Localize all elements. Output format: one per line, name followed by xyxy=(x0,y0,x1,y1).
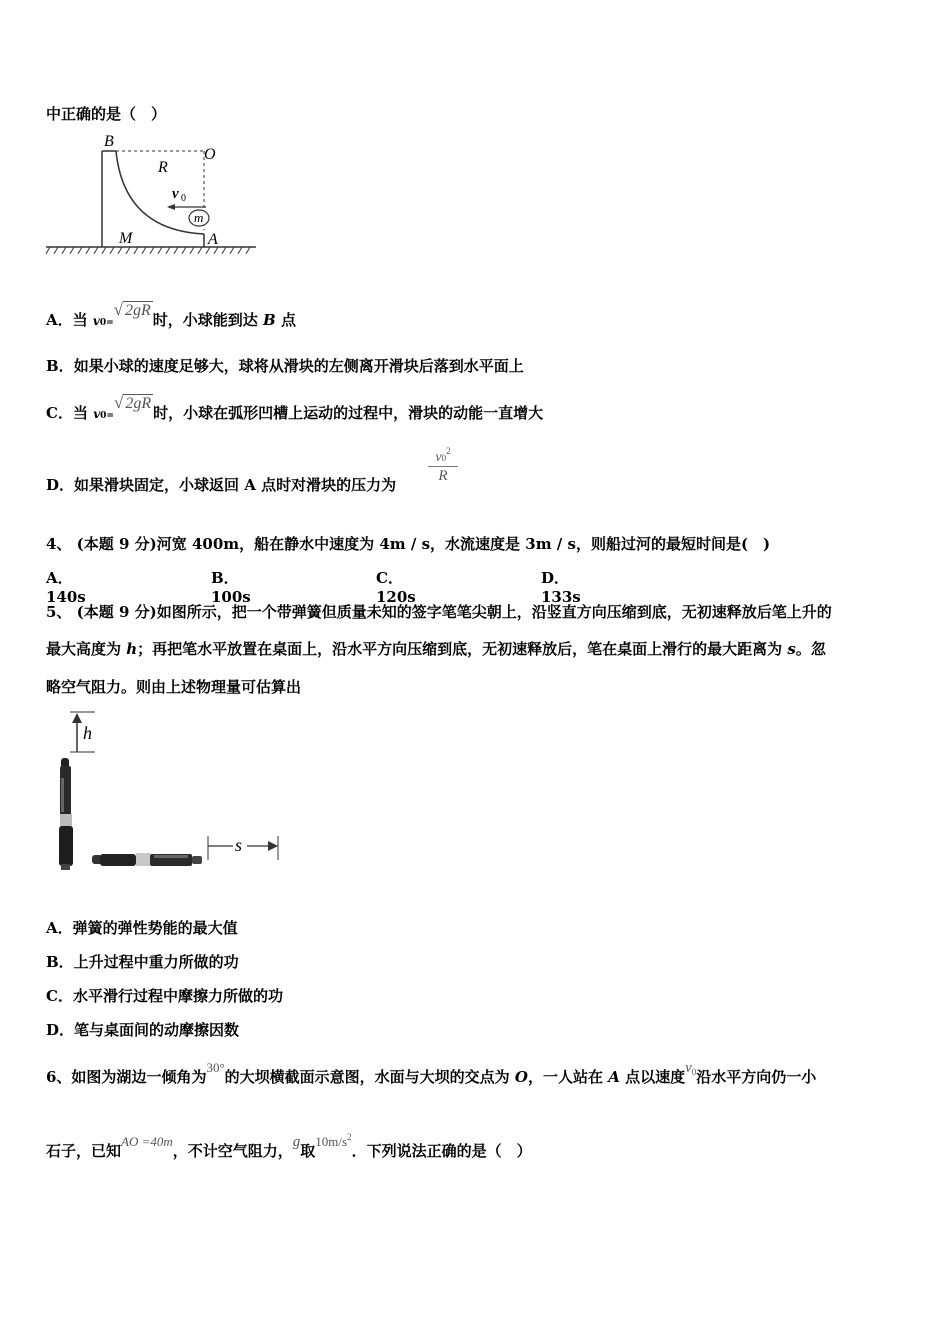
q5-stem-line3: 略空气阻力。则由上述物理量可估算出 xyxy=(46,678,302,696)
q4-stem: 4、 (本题 9 分)河宽 400m，船在静水中速度为 4m / s，水流速度是 3m / s，则船过河的最短时间是( ) xyxy=(46,535,771,553)
q5-option-a: A．弹簧的弹性势能的最大值 xyxy=(46,919,238,937)
fig1-label-M: M xyxy=(119,230,133,247)
q3-option-c: C．当 v0=√ 2gR时，小球在弧形凹槽上运动的过程中，滑块的动能一直增大 xyxy=(46,393,544,422)
fig2-label-s: s xyxy=(235,835,243,855)
fig1-label-B: B xyxy=(104,133,114,150)
q6-stem-line1: 6、如图为湖边一倾角为30°的大坝横截面示意图，水面与大坝的交点为 O，一人站在 A 点以速度$v^0$沿水平方向仍一小 xyxy=(46,1060,817,1086)
q5-option-b: B．上升过程中重力所做的功 xyxy=(46,953,239,971)
q3-option-d: D．如果滑块固定，小球返回 A 点时对滑块的压力为 xyxy=(46,476,397,494)
q3-d-fraction: $\frac{v0^2}{R}$ xyxy=(428,450,458,485)
fig2-label-h: h xyxy=(83,723,92,743)
q5-stem-line2: 最大高度为 h；再把笔水平放置在桌面上，沿水平方向压缩到底，无初速释放后，笔在桌面上滑行的最大距离为 s。忽 xyxy=(46,640,826,658)
q3-option-a: A．当 v0=√ 2gR时，小球能到达 B 点 xyxy=(46,300,296,329)
figure-pens xyxy=(50,708,290,878)
q4-option-c: C．120s xyxy=(376,569,416,606)
fig1-label-m: m xyxy=(194,210,204,225)
fig1-label-v0: v xyxy=(172,186,179,202)
q4-option-b: B．100s xyxy=(211,569,251,606)
fig1-label-O: O xyxy=(204,146,216,163)
q5-option-d: D．笔与桌面间的动摩擦因数 xyxy=(46,1021,240,1039)
figure-slider-groove xyxy=(44,130,264,260)
q5-option-c: C．水平滑行过程中摩擦力所做的功 xyxy=(46,987,283,1005)
fig1-label-A: A xyxy=(208,231,218,248)
q5-stem-line1: 5、 (本题 9 分)如图所示，把一个带弹簧但质量未知的签字笔笔尖朝上，沿竖直方向压缩到底，无初速释放后笔上升的 xyxy=(46,603,832,621)
q3-option-b: B．如果小球的速度足够大，球将从滑块的左侧离开滑块后落到水平面上 xyxy=(46,357,524,375)
fig1-label-R: R xyxy=(158,159,168,176)
q6-stem-line2: 石子，已知AO =40m，不计空气阻力，g取$10m/s^2$．下列说法正确的是（ ） xyxy=(46,1132,532,1160)
intro-text: 中正确的是（ ） xyxy=(46,105,167,123)
fig1-label-v0-sub: 0 xyxy=(181,193,186,204)
q4-option-d: D．133s xyxy=(541,569,581,606)
q4-option-a: A．140s xyxy=(46,569,86,606)
